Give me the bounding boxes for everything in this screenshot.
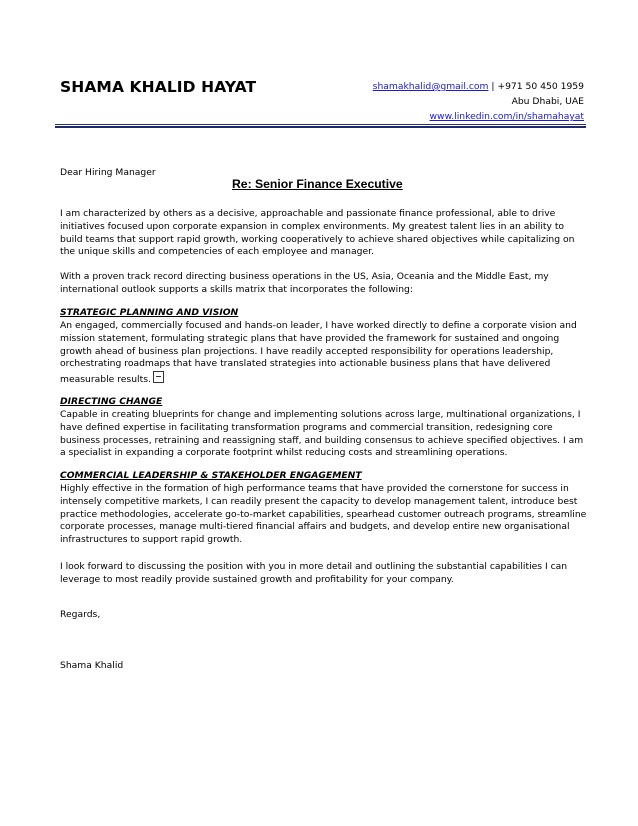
track-record-paragraph	[60, 271, 590, 297]
paragraph-line: initiatives focused upon corporate expansion in complex environments. My greatest talent lies in an ability to	[60, 220, 565, 232]
paragraph-line: build teams that support rapid growth, working cooperatively to achieve shared objectives while capitalizing on	[60, 233, 575, 245]
paragraph-line: growth ahead of business plan projections. I have readily accepted responsibility for operations leadership,	[60, 345, 554, 357]
paragraph-line: mission statement, formulating strategic plans that have provided the framework for sustained and ongoing	[60, 332, 560, 344]
paragraph-line: infrastructures to support rapid growth.	[60, 534, 243, 546]
paragraph-line: the unique skills and competencies of each employee and manager.	[60, 246, 374, 258]
paragraph-line: corporate processes, manage multi-tiered financial affairs and budgets, and develop entire new organisational	[60, 521, 570, 533]
section-heading-commercial-leadership: COMMERCIAL LEADERSHIP & STAKEHOLDER ENGAGEMENT	[60, 470, 362, 481]
paragraph-line: intensely competitive markets, I can readily present the capacity to develop management talent, introduce best	[60, 495, 578, 507]
paragraph-line: leverage to most readily provide sustained growth and profitability for your company.	[60, 573, 454, 585]
salutation: Dear Hiring Manager	[60, 167, 156, 178]
paragraph-line: international outlook supports a skills matrix that incorporates the following:	[60, 283, 413, 295]
missing-glyph-icon	[153, 371, 164, 383]
paragraph-line: practice methodologies, accelerate go-to-market capabilities, spearhead customer outreach programs, streamline	[60, 508, 587, 520]
signoff: Regards,	[60, 609, 101, 620]
paragraph-line: Capable in creating blueprints for change and implementing solutions across large, multinational organizations, I	[60, 409, 581, 420]
linkedin-link[interactable]: www.linkedin.com/in/shamahayat	[429, 111, 584, 122]
paragraph-line: An engaged, commercially focused and hands-on leader, I have worked directly to define a corporate vision and	[60, 320, 577, 331]
signature: Shama Khalid	[60, 660, 124, 671]
phone-number: +971 50 450 1959	[497, 81, 584, 92]
paragraph-line: With a proven track record directing business operations in the US, Asia, Oceania and the Middle East, my	[60, 271, 549, 282]
contact-line-email-phone	[284, 79, 584, 94]
paragraph-line-text: measurable results.	[60, 374, 151, 386]
email-link[interactable]: shamakhalid@gmail.com	[372, 81, 489, 92]
paragraph-line: orchestrating roadmaps that have translated strategies into actionable business plans that have delivered	[60, 358, 551, 370]
paragraph-line: business processes, retraining and reassigning staff, and building consensus to achieve specified objectives. I am	[60, 434, 584, 446]
intro-paragraph	[60, 208, 590, 259]
paragraph-line: a specialist in expanding a corporate footprint whilst reducing costs and streamlining operations.	[60, 447, 508, 459]
section-heading-strategic-planning: STRATEGIC PLANNING AND VISION	[60, 307, 239, 318]
subject-line: Re: Senior Finance Executive	[232, 177, 403, 191]
location: Abu Dhabi, UAE	[511, 96, 584, 107]
header-divider-thick	[55, 126, 586, 128]
section-heading-directing-change: DIRECTING CHANGE	[60, 396, 163, 407]
header-divider-thin	[55, 124, 586, 125]
paragraph-line: Highly effective in the formation of high performance teams that have provided the cornerstone for success in	[60, 483, 569, 494]
paragraph-line	[60, 371, 590, 387]
paragraph-line: have defined expertise in facilitating transformation programs and commercial transition, redesigning core	[60, 421, 553, 433]
paragraph-line: I look forward to discussing the position with you in more detail and outlining the substantial capabilities I can	[60, 561, 568, 572]
contact-block	[284, 79, 584, 124]
section-paragraph-commercial-leadership	[60, 483, 590, 547]
contact-separator: |	[488, 81, 498, 92]
closing-paragraph	[60, 561, 590, 587]
applicant-name: SHAMA KHALID HAYAT	[60, 78, 257, 96]
paragraph-line: I am characterized by others as a decisive, approachable and passionate finance professional, able to drive	[60, 208, 556, 219]
section-paragraph-strategic-planning	[60, 320, 590, 387]
section-paragraph-directing-change	[60, 409, 590, 460]
